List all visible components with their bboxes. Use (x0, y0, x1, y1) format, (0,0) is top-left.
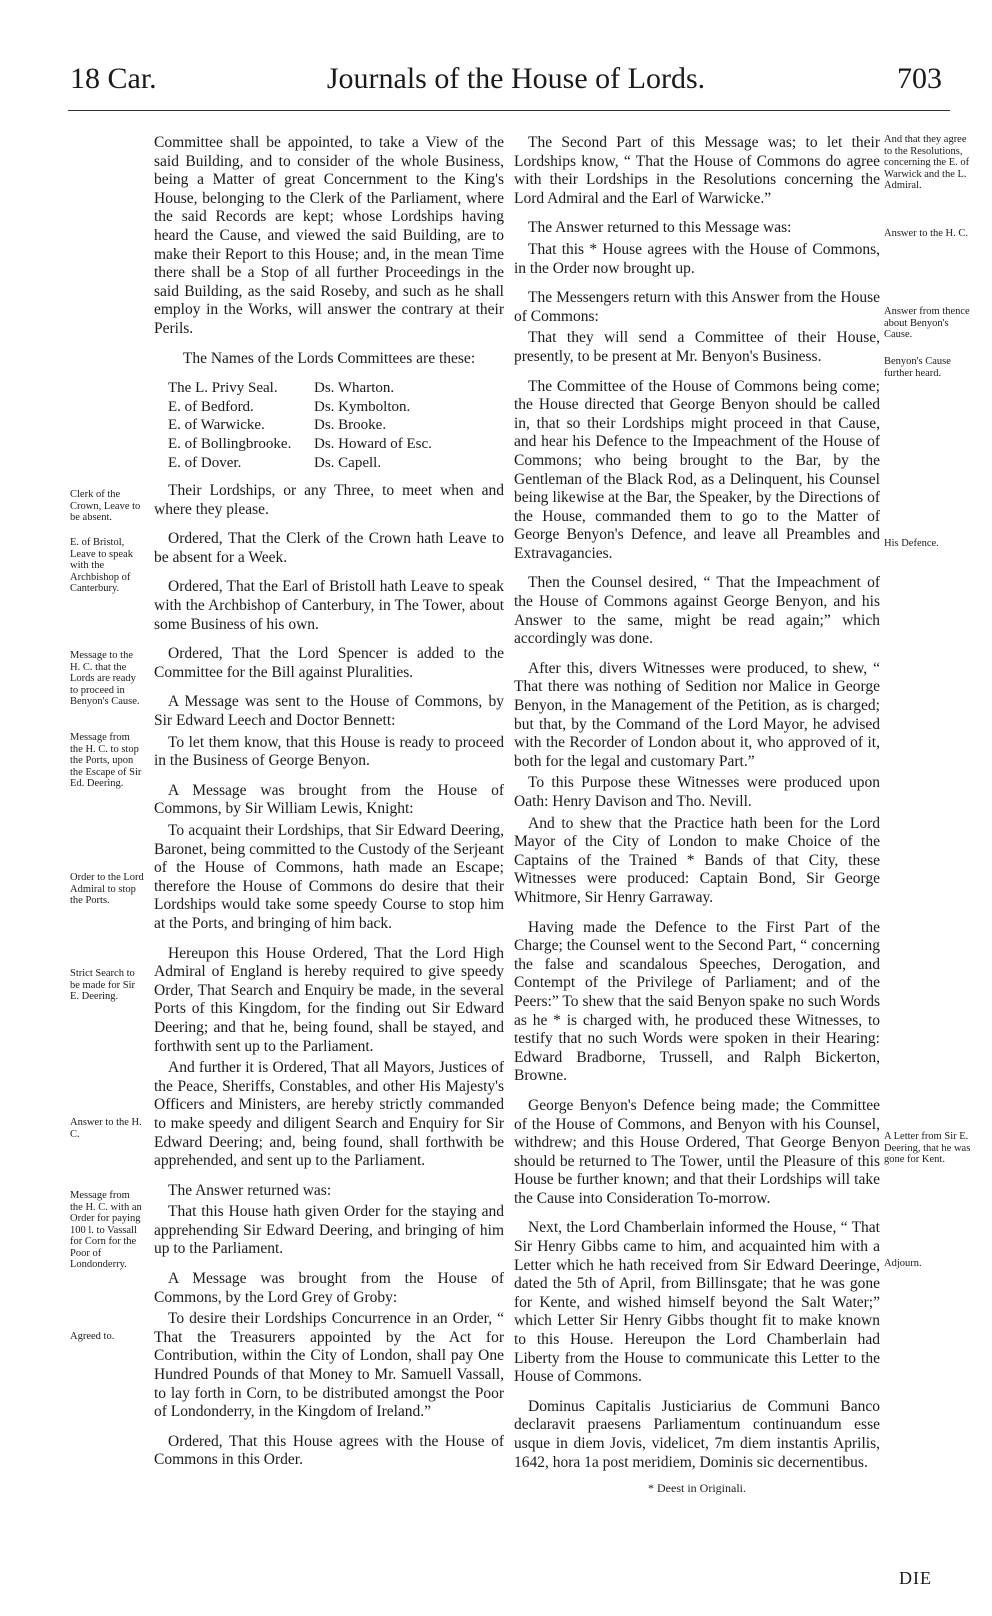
catchword: DIE (899, 1568, 932, 1588)
footnote: * Deest in Originali. (648, 1481, 746, 1496)
paragraph: The Committee of the House of Commons being come; the House directed that George Benyon should be called in, that so their Lordships might proceed in that Cause, and hear his Defence to the Impeachment of the House of Commons; who being brought to the Bar, by the Gentleman of the Black Rod, as a Delinquent, his Counsel being likewise at the Bar, the Speaker, by the Directions of the House, commanded them to go to the Matter of George Benyon's Defence, and leave all Preambles and Extravagancies. (514, 377, 880, 562)
paragraph: That this * House agrees with the House of Commons, in the Order now brought up. (514, 240, 880, 277)
margin-note: A Letter from Sir E. Deering, that he was gone for Kent. (884, 1131, 971, 1165)
paragraph: Then the Counsel desired, “ That the Impeachment of the House of Commons against George Benyon, and his Answer to the same, might be read again;” which accordingly was done. (514, 574, 880, 648)
margin-note: And that they agree to the Resolutions, concerning the E. of Warwick and the L. Admiral. (884, 134, 970, 191)
margin-note: Agreed to. (70, 1331, 115, 1342)
paragraph: Their Lordships, or any Three, to meet when and where they please. (154, 482, 504, 518)
margin-note: Answer from thence about Benyon's Cause. (884, 306, 970, 340)
paragraph: The Answer returned to this Message was: (528, 219, 792, 237)
paragraph: Ordered, That the Clerk of the Crown hath Leave to be absent for a Week. (154, 530, 504, 566)
list-item: E. of Dover. (168, 454, 242, 471)
list-item: Ds. Kymbolton. (314, 398, 411, 415)
paragraph: Ordered, That this House agrees with the House of Commons in this Order. (154, 1432, 504, 1469)
margin-note: Answer to the H. C. (884, 228, 968, 239)
margin-note: Benyon's Cause further heard. (884, 356, 951, 379)
paragraph: Committee shall be appointed, to take a View of the said Building, and to consider of the whole Business, being a Matter of great Concernment to the King's House, belonging to the Clerk of the Parliament, where the said Records are kept; whose Lordships having heard the Cause, and viewed the said Building, are to make their Report to this House; and, in the mean Time there shall be a Stop of all further Proceedings in the said Building, as the said Roseby, and such as he shall employ in the Works, will answer the contrary at their Perils. (154, 134, 504, 337)
margin-note: Answer to the H. C. (70, 1117, 142, 1140)
margin-note: Strict Search to be made for Sir E. Deering. (70, 968, 136, 1002)
list-item: Ds. Howard of Esc. (314, 435, 432, 452)
paragraph: The Answer returned was: (168, 1181, 332, 1199)
paragraph: The Messengers return with this Answer from the House of Commons: (514, 289, 880, 325)
running-head-left: 18 Car. (70, 62, 157, 95)
list-item: E. of Warwicke. (168, 417, 265, 434)
paragraph: Ordered, That the Earl of Bristoll hath Leave to speak with the Archbishop of Canterbury, in The Tower, about some Business of his own. (154, 578, 504, 633)
paragraph: After this, divers Witnesses were produced, to shew, “ That there was nothing of Sedition nor Malice in George Benyon, in the Management of the Petition, as is charged; but that, by the Command of the Lord Mayor, he advised with the Recorder of London about it, who approved of it, both for the legal and customary Part.” (514, 659, 880, 770)
paragraph: A Message was brought from the House of Commons, by the Lord Grey of Groby: (154, 1270, 504, 1306)
margin-note: Message to the H. C. that the Lords are ready to proceed in Benyon's Cause. (70, 650, 140, 707)
paragraph: Ordered, That the Lord Spencer is added to the Committee for the Bill against Pluralities. (154, 645, 504, 681)
right-column (514, 134, 880, 1498)
margin-note: Order to the Lord Admiral to stop the Ports. (70, 872, 144, 906)
paragraph: Next, the Lord Chamberlain informed the House, “ That Sir Henry Gibbs came to him, and acquainted him with a Letter which he hath received from Sir Edward Deeringe, dated the 5th of April, from Billinsgate; that he was gone for Kente, and wished himself beyond the Salt Water;” which Letter Sir Henry Gibbs thought fit to make known to this House. Hereupon the Lord Chamberlain had Liberty from the House to communicate this Letter to the House of Commons. (514, 1219, 880, 1386)
committee-list-left (154, 379, 314, 472)
paragraph: Hereupon this House Ordered, That the Lord High Admiral of England is hereby required to give speedy Order, That Search and Enquiry be made, in the several Ports of this Kingdom, for the finding out Sir Edward Deering; and that he, being found, shall be stayed, and forthwith sent up to the Parliament. (154, 944, 504, 1055)
header-rule (68, 110, 950, 111)
paragraph: To let them know, that this House is ready to proceed in the Business of George Benyon. (154, 733, 504, 770)
paragraph: Having made the Defence to the First Part of the Charge; the Counsel went to the Second Part, “ concerning the false and scandalous Speeches, Derogation, and Contempt of the Privilege of Parliament; and of the Peers:” To shew that the said Benyon spake no such Words as he * is charged with, he produced these Witnesses, to testify that no such Words were spoken in their Hearing: Edward Bradborne, Trussell, and Ralph Bickerton, Browne. (514, 918, 880, 1085)
list-item: E. of Bollingbrooke. (168, 435, 292, 452)
committee-list-right (314, 379, 504, 472)
page-number: 703 (897, 62, 942, 95)
paragraph: And to shew that the Practice hath been for the Lord Mayor of the City of London to make Choice of the Captains of the Trained * Bands of that City, these Witnesses were produced: Captain Bond, Sir George Whitmore, Sir Henry Garraway. (514, 814, 880, 906)
paragraph: A Message was brought from the House of Commons, by Sir William Lewis, Knight: (154, 781, 504, 818)
paragraph: A Message was sent to the House of Commons, by Sir Edward Leech and Doctor Bennett: (154, 693, 504, 730)
paragraph: And further it is Ordered, That all Mayors, Justices of the Peace, Sheriffs, Constables, and other His Majesty's Officers and Ministers, are hereby strictly commanded to make speedy and diligent Search and Enquiry for Sir Edward Deering; and, being found, shall forthwith be apprehended, and sent up to the Parliament. (154, 1059, 504, 1170)
paragraph: To this Purpose these Witnesses were produced upon Oath: Henry Davison and Tho. Nevill. (514, 774, 880, 810)
paragraph: To acquaint their Lordships, that Sir Edward Deering, Baronet, being committed to the Custody of the Serjeant of the House of Commons, hath made an Escape; therefore the House of Commons do desire that their Lordships would take some speedy Course to stop him at the Ports, and bringing of him back. (154, 822, 504, 932)
margin-note: His Defence. (884, 538, 939, 549)
list-item: E. of Bedford. (168, 398, 254, 415)
committee-list (154, 379, 504, 472)
paragraph: Dominus Capitalis Justiciarius de Communi Banco declaravit praesens Parliamentum continuandum esse usque in diem Jovis, videlicet, 7m diem instantis Aprilis, 1642, hora 1a post meridiem, Dominis sic decernentibus. (514, 1397, 880, 1471)
left-column (154, 134, 504, 1481)
list-item: Ds. Brooke. (314, 417, 387, 434)
margin-note: E. of Bristol, Leave to speak with the Archbishop of Canterbury. (70, 537, 133, 594)
running-head-title: Journals of the House of Lords. (326, 62, 706, 95)
paragraph: George Benyon's Defence being made; the Committee of the House of Commons, and Benyon with his Counsel, withdrew; and this House Ordered, That George Benyon should be returned to The Tower, until the Pleasure of this House be further known; and that their Lordships will take the Cause into Consideration To-morrow. (514, 1096, 880, 1207)
list-item: Ds. Capell. (314, 454, 382, 471)
committee-heading: The Names of the Lords Committees are these: (182, 349, 476, 367)
paragraph: To desire their Lordships Concurrence in an Order, “ That the Treasurers appointed by the Act for Contribution, within the City of London, shall pay One Hundred Pounds of that Money to Mr. Samuell Vassall, to lay forth in Corn, to be distributed amongst the Poor of Londonderry, in the Kingdom of Ireland.” (154, 1310, 504, 1421)
paragraph: The Second Part of this Message was; to let their Lordships know, “ That the House of Commons do agree with their Lordships in the Resolutions concerning the Lord Admiral and the Earl of Warwicke.” (514, 134, 880, 207)
margin-note: Adjourn. (884, 1258, 922, 1269)
paragraph: That they will send a Committee of their House, presently, to be present at Mr. Benyon's Business. (514, 329, 880, 365)
margin-note: Clerk of the Crown, Leave to be absent. (70, 489, 141, 523)
paragraph: That this House hath given Order for the staying and apprehending Sir Edward Deering, and bringing of him up to the Parliament. (154, 1203, 504, 1258)
list-item: The L. Privy Seal. (168, 380, 278, 397)
margin-note: Message from the H. C. with an Order for paying 100 l. to Vassall for Corn for the Poor of Londonderry. (70, 1190, 142, 1270)
list-item: Ds. Wharton. (314, 380, 395, 397)
margin-note: Message from the H. C. to stop the Ports, upon the Escape of Sir Ed. Deering. (70, 732, 142, 789)
